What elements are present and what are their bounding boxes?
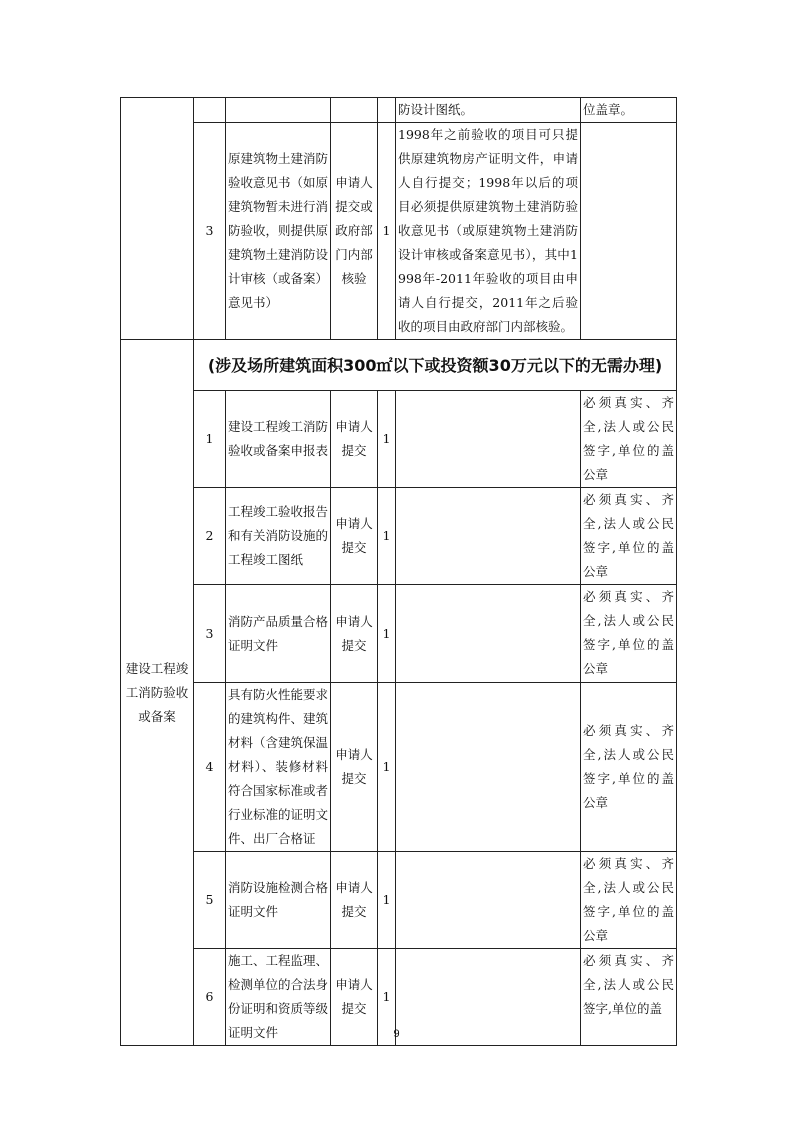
item-count: 1 <box>378 488 396 585</box>
item-source: 申请人提交 <box>331 488 378 585</box>
item-material: 消防产品质量合格证明文件 <box>226 585 331 683</box>
item-count: 1 <box>378 683 396 852</box>
item-note: 必须真实、齐全,法人或公民签字,单位的盖公章 <box>581 683 677 852</box>
item-no: 3 <box>194 123 226 340</box>
table-row <box>121 98 677 123</box>
item-material: 施工、工程监理、检测单位的合法身份证明和资质等级证明文件 <box>226 949 331 1046</box>
item-no: 6 <box>194 949 226 1046</box>
item-requirement <box>396 488 581 585</box>
page-number: 9 <box>393 1028 400 1040</box>
item-material: 消防设施检测合格证明文件 <box>226 852 331 949</box>
item-requirement <box>396 683 581 852</box>
item-note: 必须真实、齐全,法人或公民签字,单位的盖公章 <box>581 488 677 585</box>
table-row <box>121 852 677 949</box>
item-material <box>226 98 331 123</box>
item-material: 具有防火性能要求的建筑构件、建筑材料（含建筑保温材料）、装修材料符合国家标准或者行业标准的证明文件、出厂合格证 <box>226 683 331 852</box>
item-note: 必须真实、齐全,法人或公民签字,单位的盖公章 <box>581 585 677 683</box>
table-row <box>121 123 677 340</box>
item-no: 2 <box>194 488 226 585</box>
item-note: 必须真实、齐全,法人或公民签字,单位的盖公章 <box>581 852 677 949</box>
item-note: 必须真实、齐全,法人或公民签字,单位的盖公章 <box>581 391 677 488</box>
item-source: 申请人提交 <box>331 852 378 949</box>
item-count: 1 <box>378 852 396 949</box>
item-material: 工程竣工验收报告和有关消防设施的工程竣工图纸 <box>226 488 331 585</box>
item-source: 申请人提交或政府部门内部核验 <box>331 123 378 340</box>
item-no: 4 <box>194 683 226 852</box>
item-count: 1 <box>378 391 396 488</box>
item-no: 5 <box>194 852 226 949</box>
item-count <box>378 98 396 123</box>
item-count: 1 <box>378 585 396 683</box>
table-row <box>121 683 677 852</box>
item-source: 申请人提交 <box>331 585 378 683</box>
item-source <box>331 98 378 123</box>
item-count: 1 <box>378 123 396 340</box>
item-note: 必须真实、齐全,法人或公民签字,单位的盖 <box>581 949 677 1046</box>
item-note: 位盖章。 <box>581 98 677 123</box>
materials-table <box>120 97 677 1046</box>
section-cell-prev <box>121 98 194 340</box>
item-note <box>581 123 677 340</box>
item-no <box>194 98 226 123</box>
table-row <box>121 488 677 585</box>
item-source: 申请人提交 <box>331 949 378 1046</box>
table-row <box>121 585 677 683</box>
section-header-row <box>121 340 677 391</box>
item-requirement <box>396 852 581 949</box>
table-row <box>121 391 677 488</box>
item-material: 原建筑物土建消防验收意见书（如原建筑物暂未进行消防验收，则提供原建筑物土建消防设计审核（或备案）意见书） <box>226 123 331 340</box>
item-no: 3 <box>194 585 226 683</box>
item-requirement <box>396 585 581 683</box>
item-no: 1 <box>194 391 226 488</box>
item-source: 申请人提交 <box>331 391 378 488</box>
item-requirement: 防设计图纸。 <box>396 98 581 123</box>
item-material: 建设工程竣工消防验收或备案申报表 <box>226 391 331 488</box>
item-requirement: 1998年之前验收的项目可只提供原建筑物房产证明文件，申请人自行提交；1998年以后的项目必须提供原建筑物土建消防验收意见书（或原建筑物土建消防设计审核或备案意见书），其中1998年-2011年验收的项目由申请人自行提交，2011年之后验收的项目由政府部门内部核验。 <box>396 123 581 340</box>
section-label: 建设工程竣工消防验收或备案 <box>121 340 194 1046</box>
item-source: 申请人提交 <box>331 683 378 852</box>
item-requirement <box>396 391 581 488</box>
section-header: (涉及场所建筑面积300㎡以下或投资额30万元以下的无需办理) <box>194 340 677 391</box>
item-count: 1 <box>378 949 396 1046</box>
